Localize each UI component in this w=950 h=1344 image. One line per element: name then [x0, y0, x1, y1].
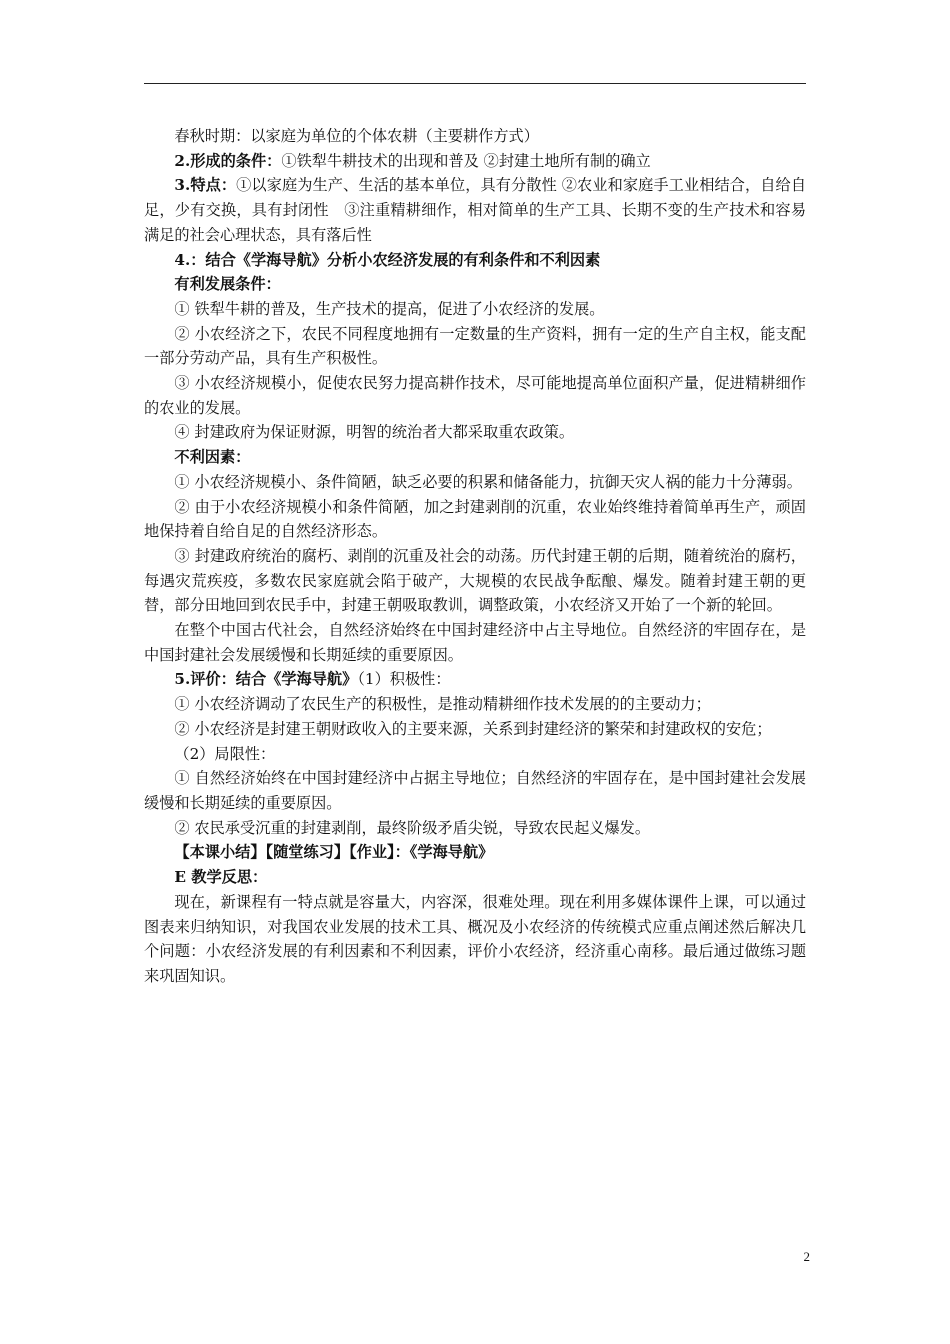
- paragraph: [144, 297, 806, 322]
- paragraph: [144, 124, 806, 149]
- paragraph-text: ① 小农经济规模小、条件简陋，缺乏必要的积累和储备能力，抗御天灾人祸的能力十分薄弱。: [174, 472, 802, 491]
- paragraph-text: 现在，新课程有一特点就是容量大，内容深，很难处理。现在利用多媒体课件上课，可以通过图表来归纳知识，对我国农业发展的技术工具、概况及小农经济的传统模式应重点阐述然后解决几个问题：小农经济发展的有利因素和不利因素，评价小农经济，经济重心南移。最后通过做练习题来巩固知识。: [144, 892, 806, 985]
- paragraph: [144, 495, 806, 544]
- paragraph-label: 不利因素：: [174, 448, 251, 467]
- paragraph: [144, 149, 806, 174]
- section-heading: [144, 248, 806, 273]
- paragraph: [144, 766, 806, 815]
- paragraph: [144, 173, 806, 247]
- paragraph-text: ① 铁犁牛耕的普及，生产技术的提高，促进了小农经济的发展。: [174, 299, 605, 318]
- paragraph: [144, 322, 806, 371]
- paragraph-text: ③ 小农经济规模小，促使农民努力提高耕作技术，尽可能地提高单位面积产量，促进精耕细作的农业的发展。: [144, 374, 806, 417]
- section-heading: [144, 272, 806, 297]
- paragraph-text: 春秋时期：以家庭为单位的个体农耕（主要耕作方式）: [174, 127, 539, 145]
- paragraph-label: 3.特点：: [174, 176, 237, 195]
- paragraph: [144, 667, 806, 692]
- paragraph-label: 4.：结合《学海导航》分析小农经济发展的有利条件和不利因素: [174, 250, 601, 269]
- paragraph: [144, 470, 806, 495]
- paragraph-text: ① 小农经济调动了农民生产的积极性，是推动精耕细作技术发展的的主要动力；: [174, 695, 711, 714]
- paragraph-text: ② 小农经济是封建王朝财政收入的主要来源，关系到封建经济的繁荣和封建政权的安危；: [174, 719, 772, 738]
- paragraph: [144, 692, 806, 717]
- paragraph: [144, 890, 806, 989]
- paragraph-text: ② 小农经济之下，农民不同程度地拥有一定数量的生产资料，拥有一定的生产自主权，能支配一部分劳动产品，具有生产积极性。: [144, 324, 806, 368]
- paragraph-label: 2.形成的条件：: [174, 151, 282, 170]
- paragraph: [144, 618, 806, 667]
- paragraph-text: ② 由于小农经济规模小和条件简陋，加之封建剥削的沉重，农业始终维持着简单再生产，顽固地保持着自给自足的自然经济形态。: [144, 497, 806, 541]
- paragraph: [144, 544, 806, 618]
- paragraph-text: ② 农民承受沉重的封建剥削，最终阶级矛盾尖锐，导致农民起义爆发。: [174, 818, 651, 837]
- paragraph-text: ④ 封建政府为保证财源，明智的统治者大都采取重农政策。: [174, 423, 575, 442]
- paragraph-label: E 教学反思：: [174, 868, 268, 887]
- paragraph-label: 【本课小结】【随堂练习】【作业】：《学海导航》: [174, 843, 494, 862]
- paragraph-text: （1）积极性：: [357, 670, 451, 689]
- paragraph-label: 5.评价：结合《学海导航》: [174, 670, 358, 689]
- document-body: [144, 124, 806, 989]
- paragraph: [144, 816, 806, 841]
- paragraph-text: ① 自然经济始终在中国封建经济中占据主导地位；自然经济的牢固存在，是中国封建社会发展缓慢和长期延续的重要原因。: [144, 769, 806, 812]
- paragraph: [144, 420, 806, 445]
- paragraph-text: ①铁犁牛耕技术的出现和普及 ②封建土地所有制的确立: [281, 151, 651, 170]
- paragraph: [144, 717, 806, 742]
- header-rule: [144, 83, 806, 84]
- paragraph-label: 有利发展条件：: [174, 275, 281, 294]
- section-heading: [144, 840, 806, 865]
- paragraph: [144, 742, 806, 767]
- section-heading: [144, 865, 806, 890]
- paragraph-text: ③ 封建政府统治的腐朽、剥削的沉重及社会的动荡。历代封建王朝的后期，随着统治的腐朽，每遇灾荒疾疫，多数农民家庭就会陷于破产，大规模的农民战争酝酿、爆发。随着封建王朝的更替，部分田地回到农民手中，封建王朝吸取教训，调整政策，小农经济又开始了一个新的轮回。: [144, 546, 806, 615]
- paragraph-text: ①以家庭为生产、生活的基本单位，具有分散性 ②农业和家庭手工业相结合，自给自足，少有交换，具有封闭性 ③注重精耕细作，相对简单的生产工具、长期不变的生产技术和容易满足的社会心理状态，具有落后性: [144, 176, 807, 244]
- paragraph-text: 在整个中国古代社会，自然经济始终在中国封建经济中占主导地位。自然经济的牢固存在，是中国封建社会发展缓慢和长期延续的重要原因。: [144, 621, 806, 664]
- section-heading: [144, 445, 806, 470]
- page-number: 2: [803, 1249, 810, 1264]
- paragraph-text: （2）局限性：: [174, 744, 276, 763]
- paragraph: [144, 371, 806, 420]
